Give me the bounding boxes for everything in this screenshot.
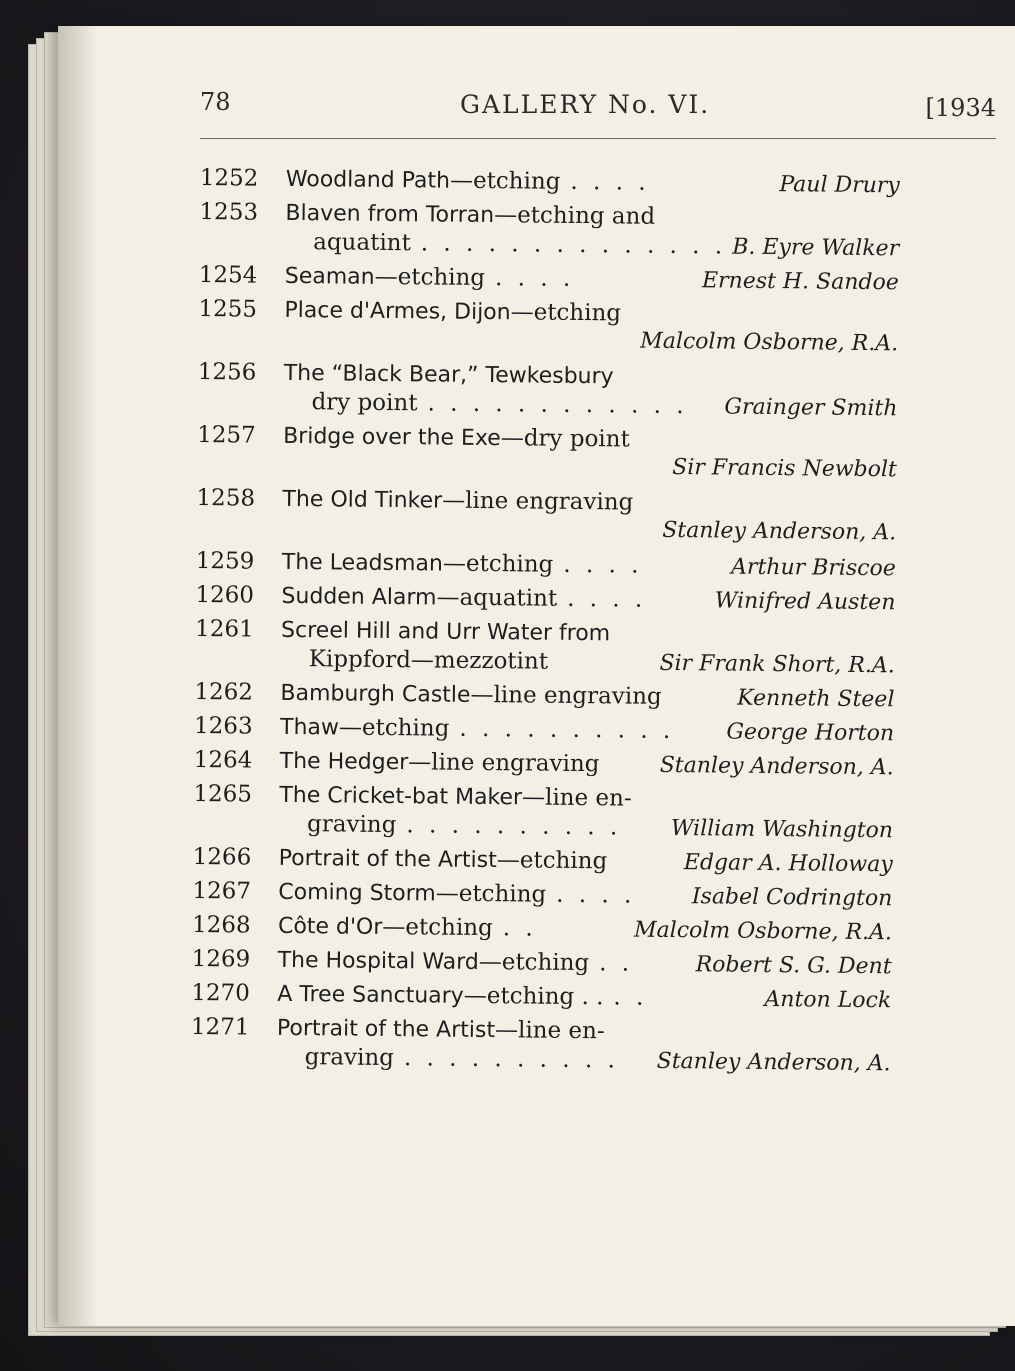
entry-artist: Arthur Briscoe bbox=[730, 554, 896, 582]
entry-number: 1270 bbox=[191, 979, 250, 1007]
leader-dots: . . . . . . . . . . bbox=[459, 715, 675, 744]
entry-title: Bamburgh Castle bbox=[280, 680, 471, 708]
entry-medium: —etching and bbox=[494, 202, 656, 230]
entry-number: 1269 bbox=[191, 945, 251, 973]
catalogue-entry bbox=[198, 295, 999, 366]
entry-number: 1263 bbox=[193, 712, 253, 740]
entry-title: Place d'Armes, Dijon bbox=[284, 297, 511, 326]
entry-number: 1257 bbox=[197, 421, 256, 449]
running-title: GALLERY No. VI. bbox=[460, 90, 711, 119]
entry-medium: —etching bbox=[478, 948, 590, 977]
entry-number: 1261 bbox=[194, 615, 254, 643]
leader-dots: . . . . bbox=[567, 585, 647, 613]
entry-number: 1258 bbox=[196, 484, 256, 512]
entry-number: 1253 bbox=[199, 198, 259, 226]
entry-artist: Anton Lock bbox=[764, 986, 892, 1014]
entry-number: 1265 bbox=[193, 780, 253, 808]
entry-number: 1256 bbox=[197, 358, 257, 386]
leader-dots: . . . . . . . . . . . . bbox=[427, 390, 688, 420]
entry-artist: George Horton bbox=[726, 719, 895, 747]
catalogue-entry bbox=[195, 615, 996, 686]
entry-title: Portrait of the Artist bbox=[278, 845, 497, 874]
entry-title: Portrait of the Artist bbox=[276, 1015, 496, 1044]
leader-dots: . . . . . . . . . . bbox=[403, 1045, 620, 1074]
entry-artist: Ernest H. Sandoe bbox=[701, 268, 899, 296]
catalogue-entry bbox=[193, 780, 994, 851]
leader-dots: . . . . . . . . . . bbox=[406, 812, 622, 841]
entry-continuation: Kippford—mezzotint bbox=[308, 646, 549, 675]
entry-title: The Leadsman bbox=[281, 549, 444, 577]
page-header bbox=[200, 88, 996, 128]
entry-number: 1260 bbox=[195, 581, 255, 609]
leader-dots: . . bbox=[502, 915, 537, 942]
leader-dots: . . . . bbox=[494, 265, 575, 292]
entry-artist: Sir Frank Short, R.A. bbox=[659, 650, 895, 679]
entry-number: 1266 bbox=[192, 843, 252, 871]
entry-medium: —etching bbox=[338, 714, 450, 742]
entry-artist: Malcolm Osborne, R.A. bbox=[640, 328, 899, 357]
catalogue-entry bbox=[199, 198, 1000, 269]
leader-dots: . . bbox=[599, 950, 634, 977]
entry-title: Sudden Alarm bbox=[281, 583, 437, 611]
entry-medium: —line engraving bbox=[442, 487, 634, 516]
entry-medium: —line en- bbox=[494, 1017, 605, 1045]
entry-title: The “Black Bear,” Tewkesbury bbox=[283, 360, 614, 390]
catalogue-entry bbox=[190, 1013, 991, 1084]
entry-title: The Old Tinker bbox=[282, 486, 443, 514]
entry-title: Screel Hill and Urr Water from bbox=[280, 617, 611, 647]
spine-shadow bbox=[58, 26, 98, 1326]
entry-artist: Isabel Codrington bbox=[691, 884, 893, 912]
entry-title: Woodland Path bbox=[285, 166, 451, 194]
entry-continuation: graving bbox=[304, 1044, 395, 1072]
entry-medium: —etching . . bbox=[463, 982, 604, 1011]
entry-artist: Robert S. G. Dent bbox=[695, 952, 892, 980]
entry-number: 1262 bbox=[194, 678, 254, 706]
entry-continuation: graving bbox=[306, 811, 397, 839]
leader-dots: . . . . bbox=[563, 551, 643, 579]
entry-artist: William Washington bbox=[670, 815, 894, 844]
entry-number: 1259 bbox=[195, 547, 255, 575]
entry-medium: —etching bbox=[449, 167, 561, 195]
entry-artist: Winifred Austen bbox=[714, 588, 896, 616]
entry-title: Seaman bbox=[284, 263, 375, 290]
entry-title: The Hedger bbox=[279, 748, 409, 776]
entry-title: A Tree Sanctuary bbox=[277, 981, 464, 1009]
entry-number: 1271 bbox=[190, 1013, 250, 1041]
entry-artist: Stanley Anderson, A. bbox=[659, 752, 894, 781]
entry-title: The Hospital Ward bbox=[277, 947, 479, 975]
catalogue-list bbox=[190, 164, 1000, 1084]
entry-title: Coming Storm bbox=[278, 879, 436, 907]
leader-dots: . . . . bbox=[556, 881, 636, 909]
entry-medium: —aquatint bbox=[436, 584, 558, 612]
entry-medium: —line engraving bbox=[408, 749, 600, 778]
entry-title: Bridge over the Exe bbox=[283, 423, 501, 452]
entry-number: 1255 bbox=[198, 295, 258, 323]
entry-medium: —line en- bbox=[521, 784, 632, 812]
entry-continuation: aquatint bbox=[313, 229, 411, 257]
catalogue-entry bbox=[196, 484, 997, 555]
entry-medium: —etching bbox=[510, 299, 622, 327]
entry-medium: —etching bbox=[435, 880, 547, 908]
entry-title: Côte d'Or bbox=[277, 913, 383, 940]
leader-dots: . . bbox=[613, 984, 648, 1011]
entry-artist: Sir Francis Newbolt bbox=[672, 454, 897, 483]
entry-medium: —etching bbox=[442, 550, 554, 578]
entry-artist: Stanley Anderson, A. bbox=[656, 1048, 891, 1077]
entry-number: 1252 bbox=[199, 164, 259, 192]
leader-dots: . . . . . . . . . . . . . . bbox=[420, 230, 727, 260]
entry-title: Thaw bbox=[279, 714, 340, 741]
entry-title: The Cricket-bat Maker bbox=[279, 782, 523, 811]
entry-number: 1267 bbox=[192, 877, 252, 905]
entry-medium: —etching bbox=[496, 847, 608, 875]
entry-artist: Malcolm Osborne, R.A. bbox=[633, 917, 893, 946]
entry-artist: Edgar A. Holloway bbox=[683, 850, 893, 878]
catalogue-entry bbox=[197, 421, 998, 492]
page-number: 78 bbox=[200, 88, 231, 116]
entry-medium: —dry point bbox=[500, 425, 630, 453]
entry-medium: —line engraving bbox=[470, 681, 662, 710]
entry-continuation: dry point bbox=[311, 389, 418, 417]
entry-title: Blaven from Torran bbox=[285, 200, 495, 229]
entry-number: 1268 bbox=[191, 911, 251, 939]
header-rule bbox=[200, 138, 996, 139]
entry-number: 1254 bbox=[198, 261, 258, 289]
entry-medium: —etching bbox=[382, 913, 493, 942]
entry-artist: Paul Drury bbox=[779, 172, 900, 199]
entry-medium: —etching bbox=[374, 263, 486, 291]
entry-artist: Kenneth Steel bbox=[737, 685, 895, 713]
leader-dots: . . . . bbox=[570, 168, 650, 196]
year-mark: [1934 bbox=[925, 94, 996, 122]
entry-artist: Grainger Smith bbox=[724, 394, 898, 422]
entry-artist: B. Eyre Walker bbox=[732, 234, 900, 262]
entry-number: 1264 bbox=[193, 746, 253, 774]
catalogue-entry bbox=[197, 358, 998, 429]
entry-artist: Stanley Anderson, A. bbox=[662, 517, 897, 546]
